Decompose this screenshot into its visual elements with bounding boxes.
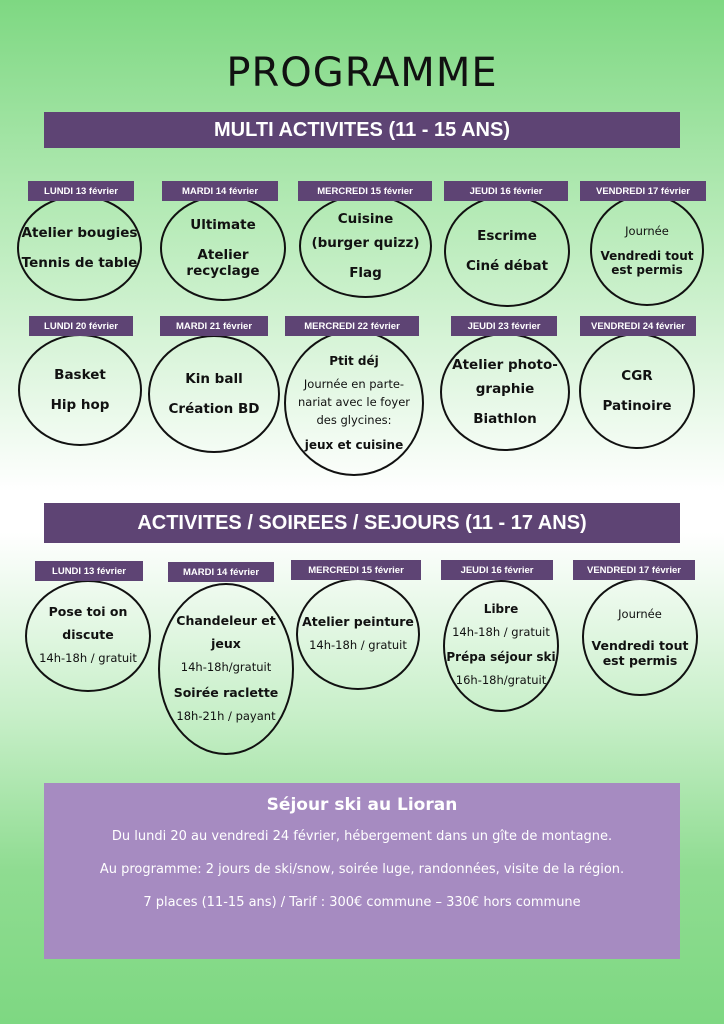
ski-dates: Du lundi 20 au vendredi 24 février, hébergement dans un gîte de montagne. [111,829,613,844]
ski-program: Au programme: 2 jours de ski/snow, soirée luge, randonnées, visite de la région. [99,862,625,877]
day-tag: MERCREDI 15 février [291,560,421,580]
day-tag: MERCREDI 15 février [298,181,432,201]
activity-circle: Basket Hip hop [18,334,142,446]
activity-circle: Cuisine (burger quizz) Flag [299,194,432,298]
activity-circle: Atelier bougies Tennis de table [17,195,142,301]
activity-circle: Journée Vendredi tout est permis [590,194,704,306]
activity-circle: Atelier photo- graphie Biathlon [440,333,570,451]
activity-circle: Escrime Ciné débat [444,195,570,307]
day-tag: MARDI 21 février [160,316,268,336]
section2-heading: ACTIVITES / SOIREES / SEJOURS (11 - 17 ANS) [44,503,680,543]
day-tag: JEUDI 16 février [441,560,553,580]
day-tag: LUNDI 13 février [35,561,143,581]
day-tag: JEUDI 16 février [444,181,568,201]
day-tag: LUNDI 20 février [29,316,133,336]
day-tag: MERCREDI 22 février [285,316,419,336]
ski-heading: Séjour ski au Lioran [266,795,458,815]
activity-circle: Kin ball Création BD [148,335,280,453]
section1-heading: MULTI ACTIVITES (11 - 15 ANS) [44,112,680,148]
day-tag: MARDI 14 février [162,181,278,201]
day-tag: LUNDI 13 février [28,181,134,201]
activity-circle: CGR Patinoire [579,333,695,449]
activity-circle: Libre 14h-18h / gratuit Prépa séjour ski 16h-18h/gratuit [443,580,559,712]
activity-circle: Ultimate Atelier recyclage [160,195,286,301]
activity-circle: Ptit déj Journée en parte- nariat avec le foyer des glycines: jeux et cuisine [284,330,424,476]
day-tag: VENDREDI 17 février [580,181,706,201]
page-title: PROGRAMME [226,50,498,96]
day-tag: MARDI 14 février [168,562,274,582]
activity-circle: Pose toi on discute 14h-18h / gratuit [25,580,151,692]
activity-circle: Atelier peinture 14h-18h / gratuit [296,578,420,690]
ski-pricing: 7 places (11-15 ans) / Tarif : 300€ commune – 330€ hors commune [143,895,581,910]
activity-circle: Journée Vendredi tout est permis [582,578,698,696]
day-tag: JEUDI 23 février [451,316,557,336]
day-tag: VENDREDI 24 février [580,316,696,336]
activity-circle: Chandeleur et jeux 14h-18h/gratuit Soirée raclette 18h-21h / payant [158,583,294,755]
day-tag: VENDREDI 17 février [573,560,695,580]
ski-trip-box [44,783,680,959]
